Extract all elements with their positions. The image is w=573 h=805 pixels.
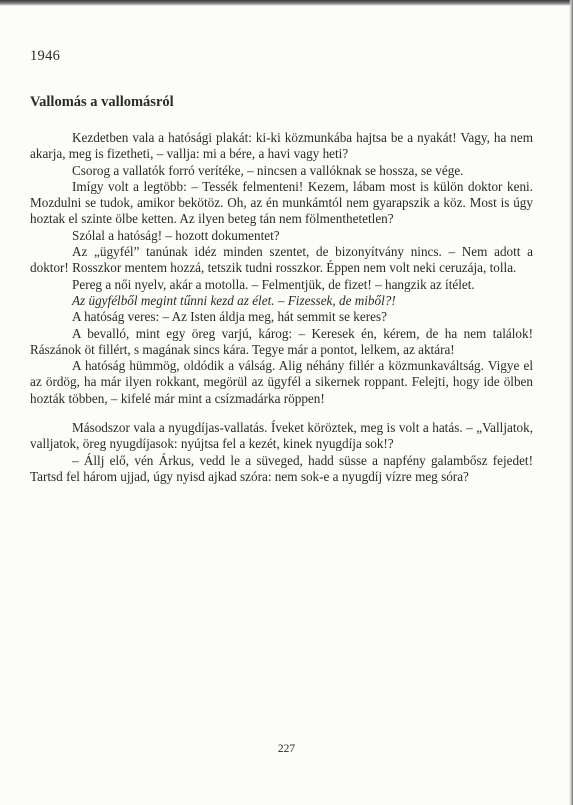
paragraph: Pereg a női nyelv, akár a motolla. – Felmentjük, de fizet! – hangzik az ítélet. <box>72 276 475 292</box>
paragraph: Az „ügyfél” tanúnak idéz minden szentet, de bizonyítvány nincs. – Nem adott a doktor! Rosszkor mentem hozzá, tetszik tudni rosszkor. Éppen nem volt neki ceruzája, tolla. <box>30 244 533 276</box>
paragraph: Imígy volt a legtöbb: – Tessék felmenteni! Kezem, lábam most is külön doktor keni. Mozdulni se tudok, amikor bekötöz. Oh, az én munkámtól nem gyarapszik a köz. Most is úgy hoztak el szinte ölbe ketten. Az ilyen beteg tán nem fölmenthetetlen? <box>30 178 533 227</box>
paragraph: Csorog a vallatók forró verítéke, – nincsen a vallóknak se hossza, se vége. <box>72 162 464 178</box>
paragraph: A hatóság hümmög, oldódik a válság. Alig néhány fillér a közmunkaváltság. Vigye el az ördög, ha már ilyen rokkant, megörül az ügyfél a sikernek roppant. Felejti, hogy ide ölben hozták többen, – kifelé már mint a csízmadárka röppen! <box>30 358 533 406</box>
scan-right-edge <box>569 0 573 805</box>
paragraph-italic: Az ügyfélből megint tűnni kezd az élet. – Fizessek, de miből?! <box>72 292 396 308</box>
page-number: 227 <box>277 743 296 755</box>
paragraph: A hatóság veres: – Az Isten áldja meg, hát semmit se keres? <box>72 309 387 325</box>
poem-title: Vallomás a vallomásról <box>30 94 174 110</box>
page-year: 1946 <box>30 48 61 64</box>
scan-top-edge <box>0 0 573 6</box>
paragraph: A bevalló, mint egy öreg varjú, károg: – Keresek én, kérem, de ha nem találok! Rászánok öt fillért, s magának sincs kára. Tegye már a pontot, lelkem, az aktára! <box>30 325 533 357</box>
paragraph: – Állj elő, vén Árkus, vedd le a süveged, hadd süsse a napfény galambősz fejedet! Tartsd fel három ujjad, úgy nyisd ajkad szóra: nem sok-e a nyugdíj vízre meg sóra? <box>30 452 533 484</box>
poem-body <box>30 130 533 485</box>
paragraph: Kezdetben vala a hatósági plakát: ki-ki közmunkába hajtsa be a nyakát! Vagy, ha nem akarja, meg is fizetheti, – vallja: mi a bére, a havi vagy heti? <box>30 130 533 162</box>
paragraph: Szólal a hatóság! – hozott dokumentet? <box>72 227 280 243</box>
paragraph: Másodszor vala a nyugdíjas-vallatás. Íveket köröztek, meg is volt a hatás. – „Valljatok, valljatok, öreg nyugdíjasok: nyújtsa fel a kezét, kinek nyugdíja sok!? <box>30 420 533 452</box>
